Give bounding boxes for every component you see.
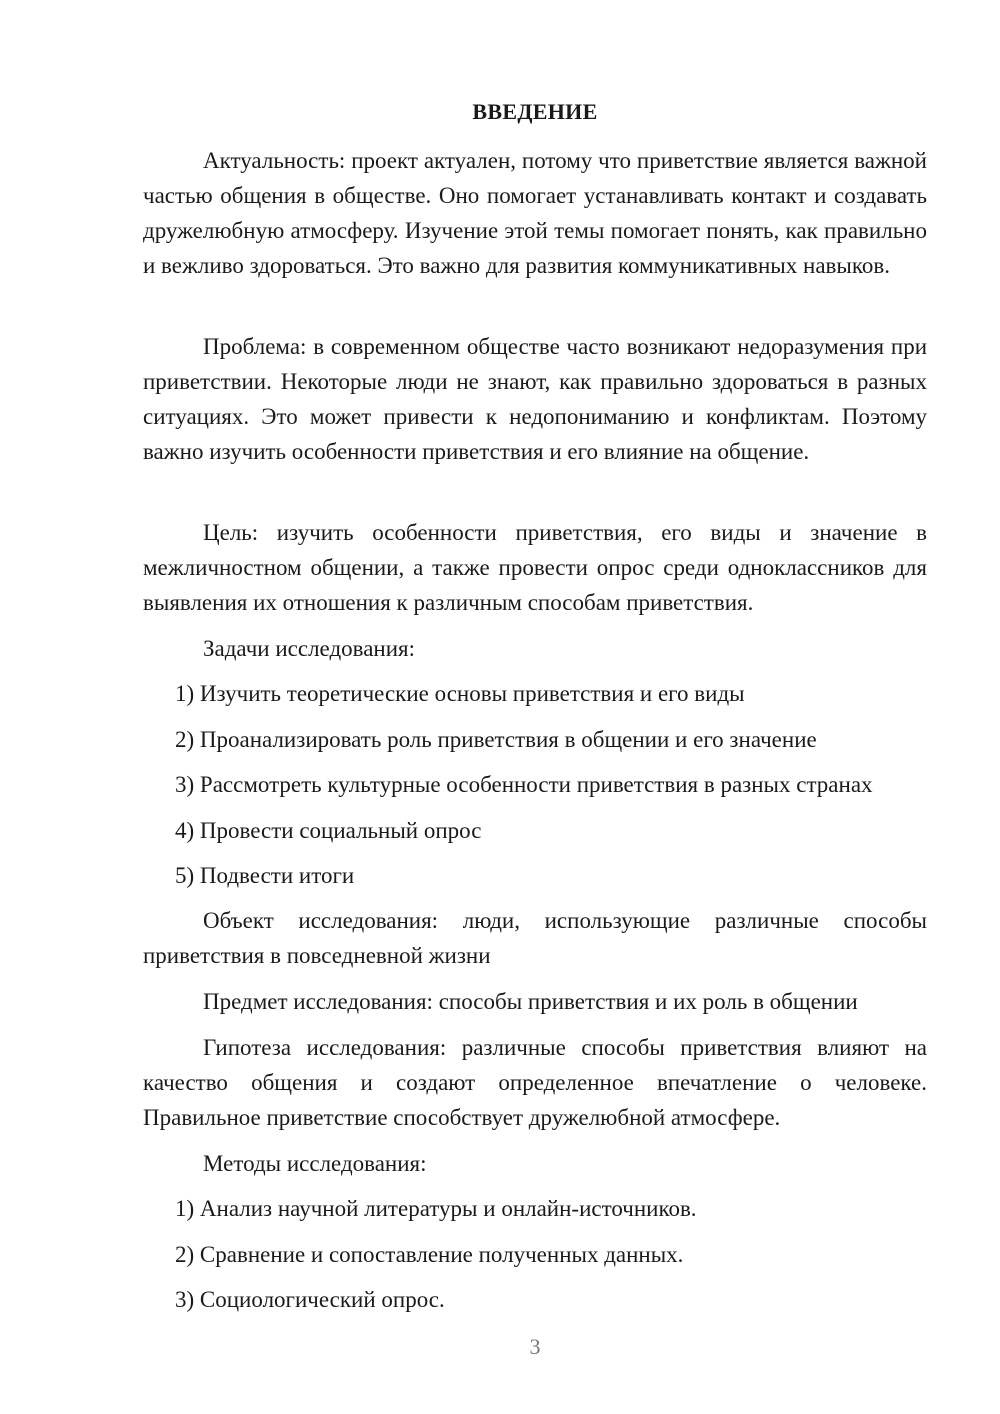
tasks-heading: Задачи исследования: — [203, 636, 416, 661]
goal-paragraph: Цель: изучить особенности приветствия, его виды и значение в межличностном общении, а также провести опрос среди одноклассников для выявления их отношения к различным способам приветствия. — [143, 520, 927, 615]
task-item-3: 3) Рассмотреть культурные особенности приветствия в разных странах — [175, 772, 873, 797]
task-item-5: 5) Подвести итоги — [175, 863, 355, 888]
task-item-4: 4) Провести социальный опрос — [175, 818, 482, 843]
hypothesis-paragraph: Гипотеза исследования: различные способы приветствия влияют на качество общения и создают определенное впечатление о человеке. Правильное приветствие способствует дружелюбной атмосфере. — [143, 1035, 927, 1130]
method-item-3: 3) Социологический опрос. — [175, 1287, 445, 1312]
relevance-paragraph: Актуальность: проект актуален, потому что приветствие является важной частью общения в обществе. Оно помогает устанавливать контакт и создавать дружелюбную атмосферу. Изучение этой темы помогает понять, как правильно и вежливо здороваться. Это важно для развития коммуникативных навыков. — [143, 148, 927, 278]
object-paragraph: Объект исследования: люди, использующие различные способы приветствия в повседневной жизни — [143, 908, 927, 968]
task-item-1: 1) Изучить теоретические основы приветствия и его виды — [175, 681, 745, 706]
page-number: 3 — [529, 1334, 541, 1359]
method-item-1: 1) Анализ научной литературы и онлайн-источников. — [175, 1196, 697, 1221]
methods-heading: Методы исследования: — [203, 1151, 427, 1176]
method-item-2: 2) Сравнение и сопоставление полученных данных. — [175, 1242, 684, 1267]
subject-paragraph: Предмет исследования: способы приветствия и их роль в общении — [203, 989, 858, 1014]
page-title: ВВЕДЕНИЕ — [472, 99, 598, 124]
problem-paragraph: Проблема: в современном обществе часто возникают недоразумения при приветствии. Некоторые люди не знают, как правильно здороваться в разных ситуациях. Это может привести к недопониманию и конфликтам. Поэтому важно изучить особенности приветствия и его влияние на общение. — [143, 334, 927, 464]
task-item-2: 2) Проанализировать роль приветствия в общении и его значение — [175, 727, 817, 752]
